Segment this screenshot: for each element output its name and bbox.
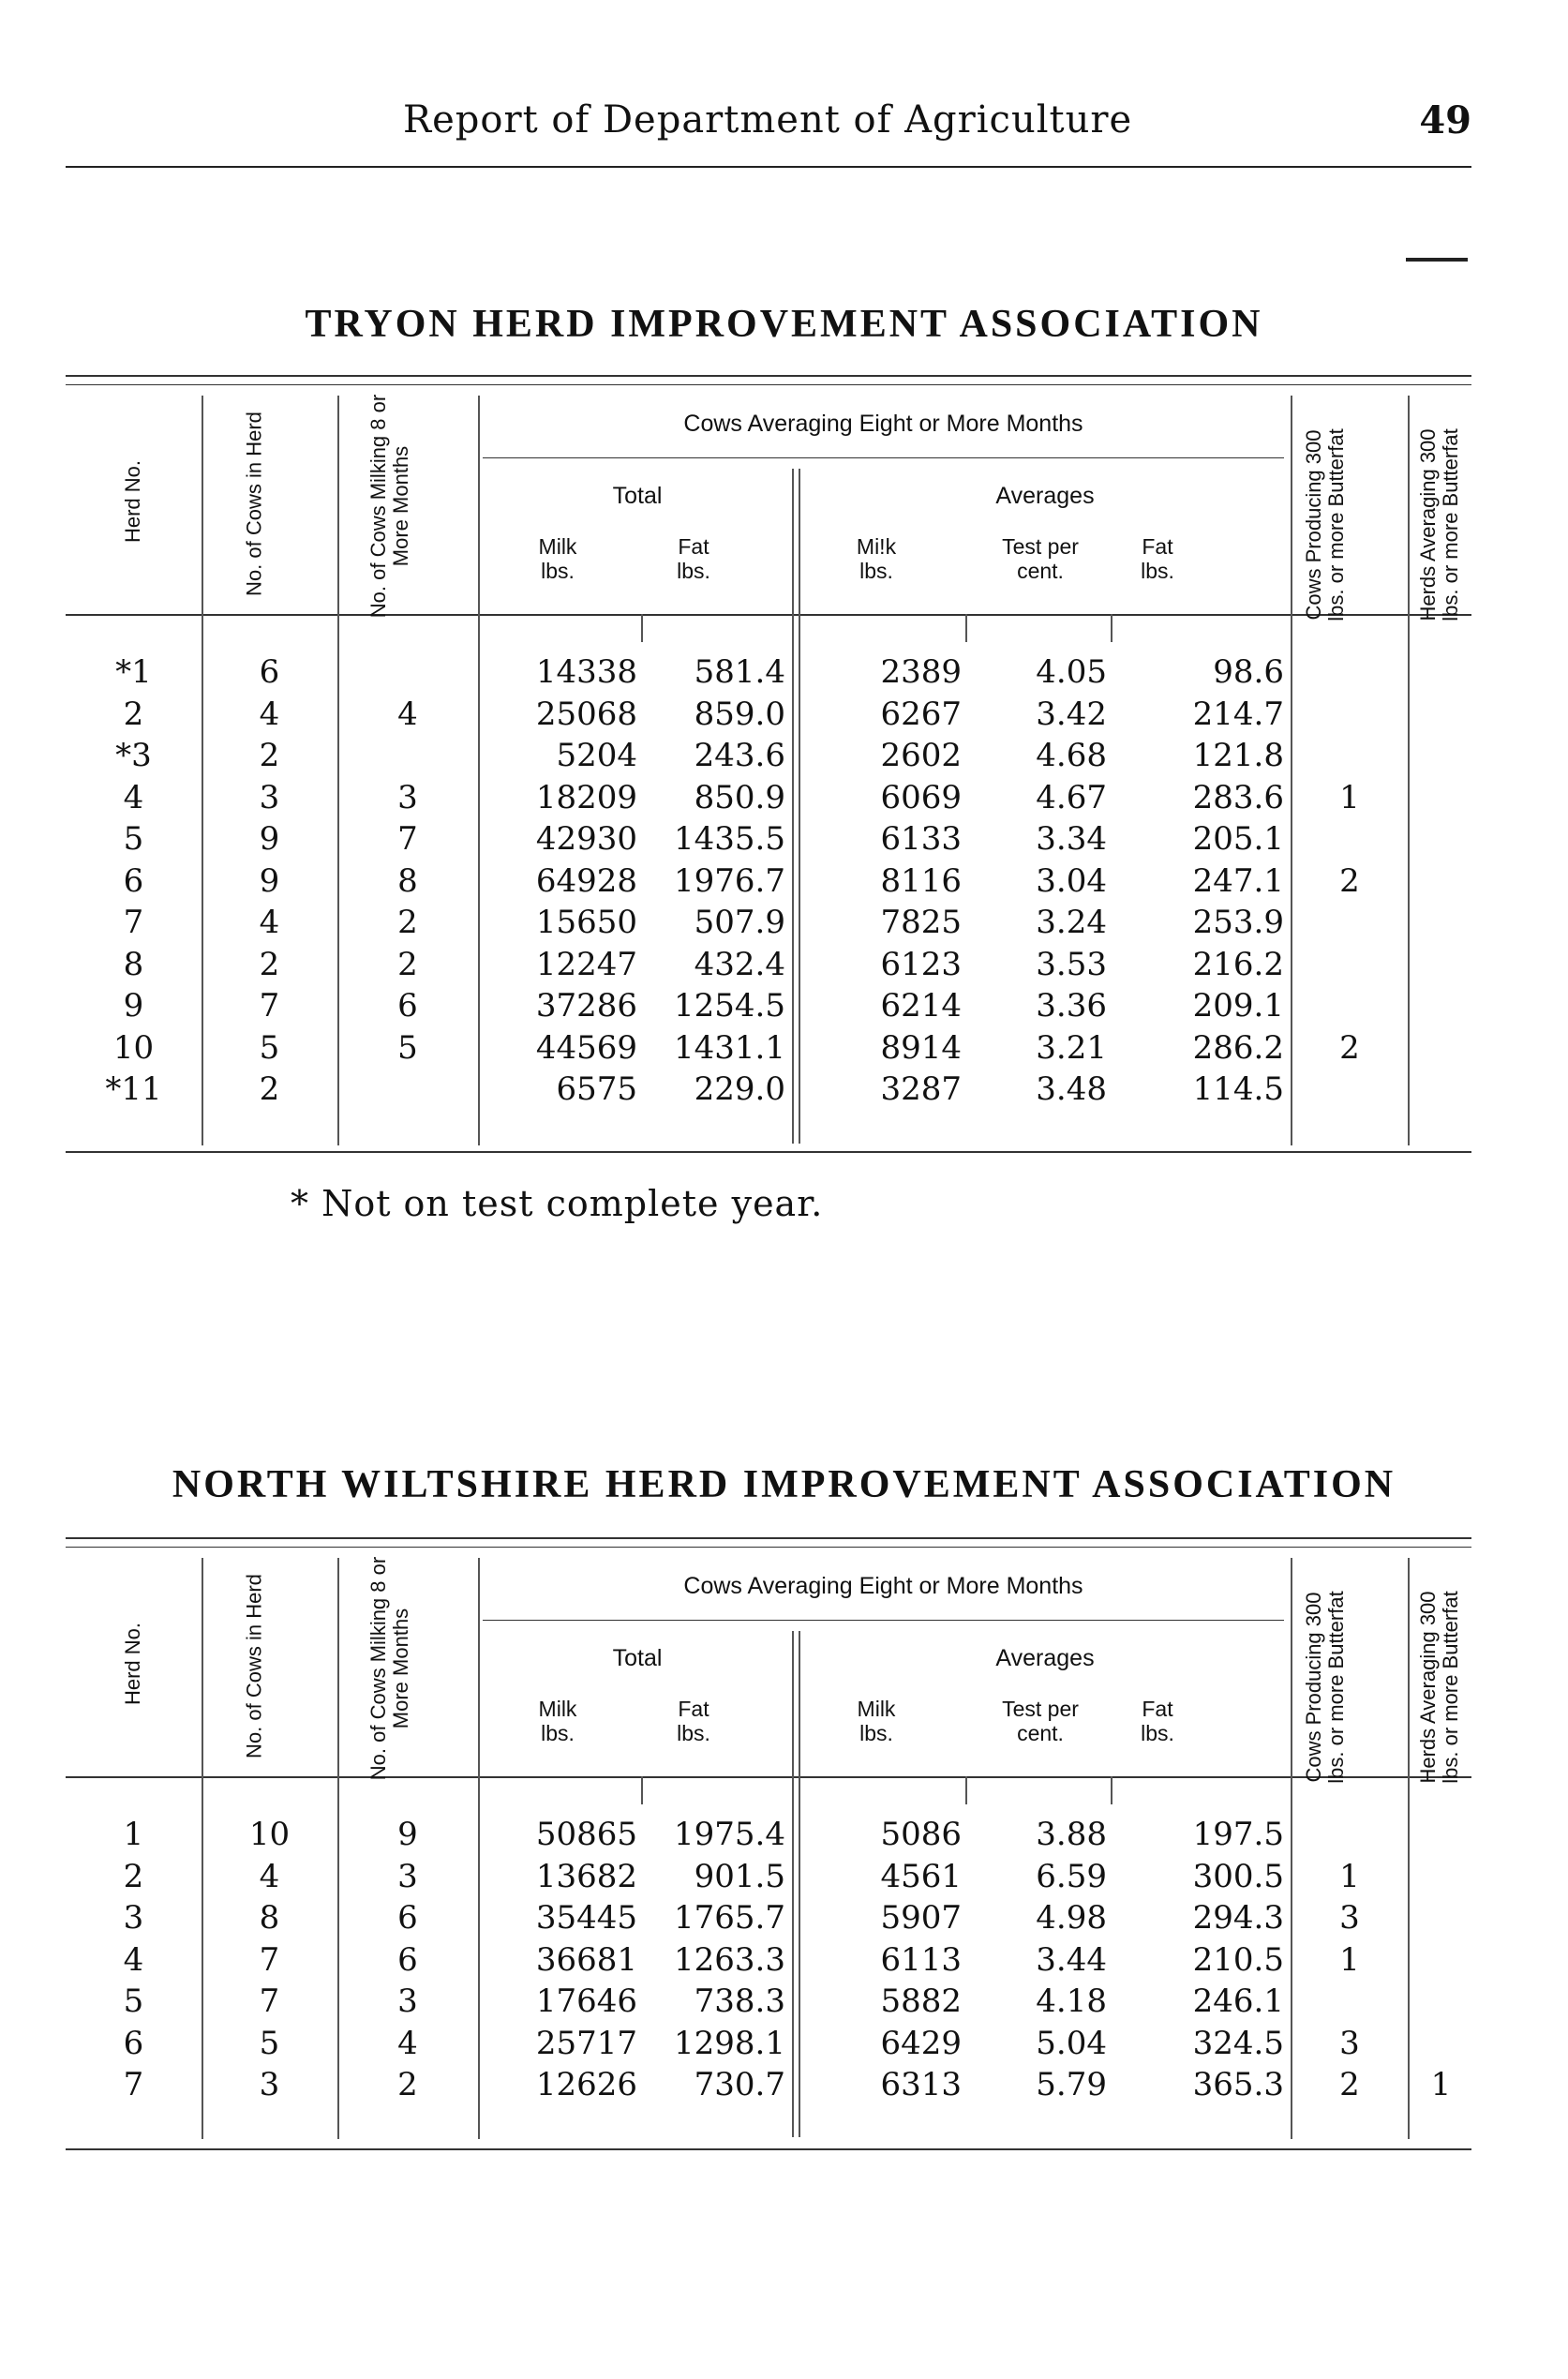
cell-cows300: 2 [1339,861,1360,900]
cell-tfat: 730.7 [694,2066,785,2103]
cell-cows: 7 [259,1940,280,1979]
cell-tmilk: 35445 [535,1899,637,1937]
cell-cows: 9 [259,861,280,900]
col-tick [641,1776,643,1804]
table-row [66,1983,1471,2020]
table-row [66,1900,1471,1937]
cell-test: 3.53 [1036,945,1107,983]
table-row [66,2026,1471,2062]
avg-fat-heading: Fat lbs. [1141,534,1174,583]
cell-afat: 121.8 [1192,737,1284,774]
cell-afat: 214.7 [1192,695,1284,733]
table-top-rule [66,375,1471,377]
cell-cows: 8 [259,1899,280,1937]
table-row [66,738,1471,774]
table-row [66,2067,1471,2103]
cell-tfat: 1298.1 [674,2024,785,2062]
cell-cows: 6 [259,653,280,691]
cell-test: 3.88 [1036,1816,1107,1853]
cell-cows: 4 [259,1857,280,1895]
cell-amilk: 4561 [880,1857,962,1895]
cell-herd: *11 [105,1070,162,1108]
cell-amilk: 6133 [880,820,962,858]
cell-tmilk: 18209 [535,778,637,816]
cell-test: 4.68 [1036,737,1107,774]
cell-herd: 3 [123,1899,144,1937]
table-top-rule [66,1537,1471,1539]
group-heading: Cows Averaging Eight or More Months [683,1573,1083,1599]
cell-amilk: 6123 [880,945,962,983]
cell-herd: 6 [123,2024,144,2062]
cell-tmilk: 42930 [535,820,637,858]
cell-cows300: 2 [1339,2066,1360,2103]
cell-test: 3.42 [1036,695,1107,733]
cell-tmilk: 14338 [535,653,637,691]
cell-tfat: 901.5 [694,1857,785,1895]
cell-test: 3.24 [1036,904,1107,941]
cell-cows300: 3 [1339,1899,1360,1937]
cell-test: 3.04 [1036,861,1107,900]
cell-tfat: 243.6 [694,737,785,774]
col-tick [965,614,967,642]
cell-afat: 300.5 [1192,1857,1284,1895]
running-head-title: Report of Department of Agriculture [403,98,1133,142]
cell-herds300: 1 [1430,2066,1452,2103]
cell-cows300: 1 [1339,1940,1360,1979]
cell-tfat: 1254.5 [674,987,785,1025]
total-fat-heading: Fat lbs. [677,1697,710,1745]
cell-tmilk: 44569 [535,1028,637,1067]
cell-milking: 8 [397,861,418,900]
page-number: 49 [1419,98,1471,142]
cell-tmilk: 12247 [535,945,637,983]
cell-test: 4.67 [1036,778,1107,816]
cell-milking: 4 [397,695,418,733]
table-row [66,947,1471,983]
table-row [66,1817,1471,1853]
avg-milk-heading: Milk lbs. [857,1697,896,1745]
cell-tmilk: 12626 [535,2066,637,2103]
avg-fat-heading: Fat lbs. [1141,1697,1174,1745]
cell-milking: 7 [397,820,418,858]
table-row [66,863,1471,900]
avg-test-heading: Test per cent. [1002,1697,1079,1745]
cell-herd: 10 [112,1028,155,1067]
cell-cows: 5 [259,1028,280,1067]
table-row [66,1942,1471,1979]
cell-herd: *3 [115,737,152,774]
cell-tmilk: 5204 [556,737,637,774]
table-bottom-rule [66,2148,1471,2150]
cell-tmilk: 6575 [556,1070,637,1108]
table-bottom-rule [66,1151,1471,1153]
cell-afat: 205.1 [1192,820,1284,858]
cell-cows: 3 [259,778,280,816]
cell-amilk: 6313 [880,2066,962,2103]
cell-amilk: 6214 [880,987,962,1025]
cell-milking: 4 [397,2024,418,2062]
cell-cows: 10 [248,1816,291,1853]
col-tick [965,1776,967,1804]
table-row [66,654,1471,691]
scan-mark [1406,258,1468,262]
cell-test: 3.21 [1036,1028,1107,1067]
cell-milking: 3 [397,1982,418,2020]
cell-amilk: 6267 [880,695,962,733]
cell-tmilk: 25717 [535,2024,637,2062]
total-heading: Total [612,483,663,509]
cell-afat: 365.3 [1192,2066,1284,2103]
cell-afat: 98.6 [1213,653,1284,691]
cell-cows300: 1 [1339,1857,1360,1895]
header-rule [66,166,1471,168]
cell-cows: 7 [259,987,280,1025]
averages-heading: Averages [995,483,1095,509]
cell-test: 4.05 [1036,653,1107,691]
cell-test: 3.36 [1036,987,1107,1025]
table-top-rule-2 [66,384,1471,385]
cell-afat: 253.9 [1192,904,1284,941]
cell-herd: 8 [123,945,144,983]
cell-amilk: 5907 [880,1899,962,1937]
table-row [66,780,1471,816]
cell-tfat: 1435.5 [674,820,785,858]
north-wiltshire-table [66,1537,1471,2156]
cell-milking: 9 [397,1816,418,1853]
total-heading: Total [612,1645,663,1671]
cell-cows300: 1 [1339,778,1360,816]
cell-herd: 6 [123,861,144,900]
avg-milk-heading: Mi!k lbs. [856,534,897,583]
cell-amilk: 5086 [880,1816,962,1853]
cell-cows: 2 [259,1070,280,1108]
cell-tmilk: 13682 [535,1857,637,1895]
cell-afat: 114.5 [1192,1070,1284,1108]
table-row [66,1071,1471,1108]
cell-amilk: 7825 [880,904,962,941]
cell-cows: 5 [259,2024,280,2062]
cell-test: 3.48 [1036,1070,1107,1108]
table-row [66,821,1471,858]
table-row [66,905,1471,941]
cell-test: 3.34 [1036,820,1107,858]
cell-herd: 2 [123,1857,144,1895]
cell-herd: *1 [115,653,152,691]
cell-amilk: 3287 [880,1070,962,1108]
herd-no-heading: Herd No. [121,459,144,544]
cell-amilk: 2389 [880,653,962,691]
cell-tmilk: 15650 [535,904,637,941]
cell-herd: 7 [123,904,144,941]
cell-amilk: 2602 [880,737,962,774]
cell-afat: 210.5 [1192,1940,1284,1979]
tryon-footnote: * Not on test complete year. [291,1183,824,1224]
cell-cows: 2 [259,737,280,774]
cell-milking: 2 [397,945,418,983]
group-rule [483,1620,1284,1621]
cell-tfat: 1765.7 [674,1899,785,1937]
total-milk-heading: Milk lbs. [538,1697,577,1745]
cell-herd: 7 [123,2066,144,2103]
cell-tmilk: 25068 [535,695,637,733]
table-row [66,1859,1471,1895]
cell-afat: 197.5 [1192,1816,1284,1853]
cell-tmilk: 64928 [535,861,637,900]
cell-herd: 5 [123,820,144,858]
cell-afat: 216.2 [1192,945,1284,983]
group-heading: Cows Averaging Eight or More Months [683,411,1083,437]
cell-tfat: 229.0 [694,1070,785,1108]
cell-amilk: 5882 [880,1982,962,2020]
cell-tmilk: 36681 [535,1940,637,1979]
cell-milking: 2 [397,904,418,941]
total-fat-heading: Fat lbs. [677,534,710,583]
avg-test-heading: Test per cent. [1002,534,1079,583]
herds-300-heading: Herds Averaging 300 lbs. or more Butterfat [1416,1591,1462,1784]
cell-herd: 5 [123,1982,144,2020]
cell-herd: 2 [123,695,144,733]
table-row [66,988,1471,1025]
cell-milking: 3 [397,778,418,816]
tryon-title: TRYON HERD IMPROVEMENT ASSOCIATION [305,303,1263,346]
cell-amilk: 6429 [880,2024,962,2062]
cell-amilk: 6069 [880,778,962,816]
cell-tfat: 581.4 [694,653,785,691]
cell-milking: 3 [397,1857,418,1895]
cows-in-herd-heading: No. of Cows in Herd [242,1574,266,1758]
herds-300-heading: Herds Averaging 300 lbs. or more Butterfat [1416,428,1462,621]
cell-amilk: 6113 [880,1940,962,1979]
cell-afat: 246.1 [1192,1982,1284,2020]
cell-milking: 6 [397,1940,418,1979]
cell-milking: 2 [397,2066,418,2103]
cell-test: 4.18 [1036,1982,1107,2020]
north-wiltshire-title: NORTH WILTSHIRE HERD IMPROVEMENT ASSOCIATION [172,1463,1396,1506]
cell-tfat: 850.9 [694,778,785,816]
cell-milking: 5 [397,1028,418,1067]
cell-herd: 4 [123,1940,144,1979]
cell-tmilk: 50865 [535,1816,637,1853]
cell-amilk: 8914 [880,1028,962,1067]
cell-afat: 294.3 [1192,1899,1284,1937]
cell-test: 6.59 [1036,1857,1107,1895]
cell-herd: 4 [123,778,144,816]
total-milk-heading: Milk lbs. [538,534,577,583]
cell-cows: 7 [259,1982,280,2020]
cell-tfat: 859.0 [694,695,785,733]
cell-tmilk: 37286 [535,987,637,1025]
cell-tfat: 1976.7 [674,861,785,900]
cell-tfat: 432.4 [694,945,785,983]
cows-milking-heading: No. of Cows Milking 8 or More Months [366,1556,412,1781]
cell-tfat: 738.3 [694,1982,785,2020]
cell-amilk: 8116 [880,861,962,900]
cell-test: 3.44 [1036,1940,1107,1979]
table-row [66,696,1471,733]
group-rule [483,457,1284,458]
cows-300-heading: Cows Producing 300 lbs. or more Butterfat [1302,428,1348,621]
cell-test: 5.04 [1036,2024,1107,2062]
cows-300-heading: Cows Producing 300 lbs. or more Butterfat [1302,1591,1348,1784]
cell-cows300: 2 [1339,1028,1360,1067]
cell-cows: 2 [259,945,280,983]
table-row [66,1030,1471,1067]
cell-tfat: 1431.1 [674,1028,785,1067]
cell-afat: 324.5 [1192,2024,1284,2062]
cell-afat: 209.1 [1192,987,1284,1025]
cell-test: 5.79 [1036,2066,1107,2103]
cell-tfat: 1975.4 [674,1816,785,1853]
cell-cows: 3 [259,2066,280,2103]
cell-milking: 6 [397,1899,418,1937]
cell-herd: 1 [123,1816,144,1853]
cell-cows: 4 [259,695,280,733]
cell-test: 4.98 [1036,1899,1107,1937]
cell-afat: 247.1 [1192,861,1284,900]
averages-heading: Averages [995,1645,1095,1671]
cell-cows300: 3 [1339,2024,1360,2062]
col-tick [641,614,643,642]
tryon-table [66,375,1471,1162]
cell-tfat: 1263.3 [674,1940,785,1979]
running-head [66,98,1471,155]
cell-milking: 6 [397,987,418,1025]
cell-afat: 286.2 [1192,1028,1284,1067]
cell-cows: 4 [259,904,280,941]
cell-tmilk: 17646 [535,1982,637,2020]
cows-milking-heading: No. of Cows Milking 8 or More Months [366,394,412,619]
col-tick [1111,1776,1113,1804]
herd-no-heading: Herd No. [121,1622,144,1706]
cell-cows: 9 [259,820,280,858]
cows-in-herd-heading: No. of Cows in Herd [242,411,266,596]
cell-herd: 9 [123,987,144,1025]
cell-tfat: 507.9 [694,904,785,941]
table-top-rule-2 [66,1547,1471,1548]
cell-afat: 283.6 [1192,778,1284,816]
col-tick [1111,614,1113,642]
